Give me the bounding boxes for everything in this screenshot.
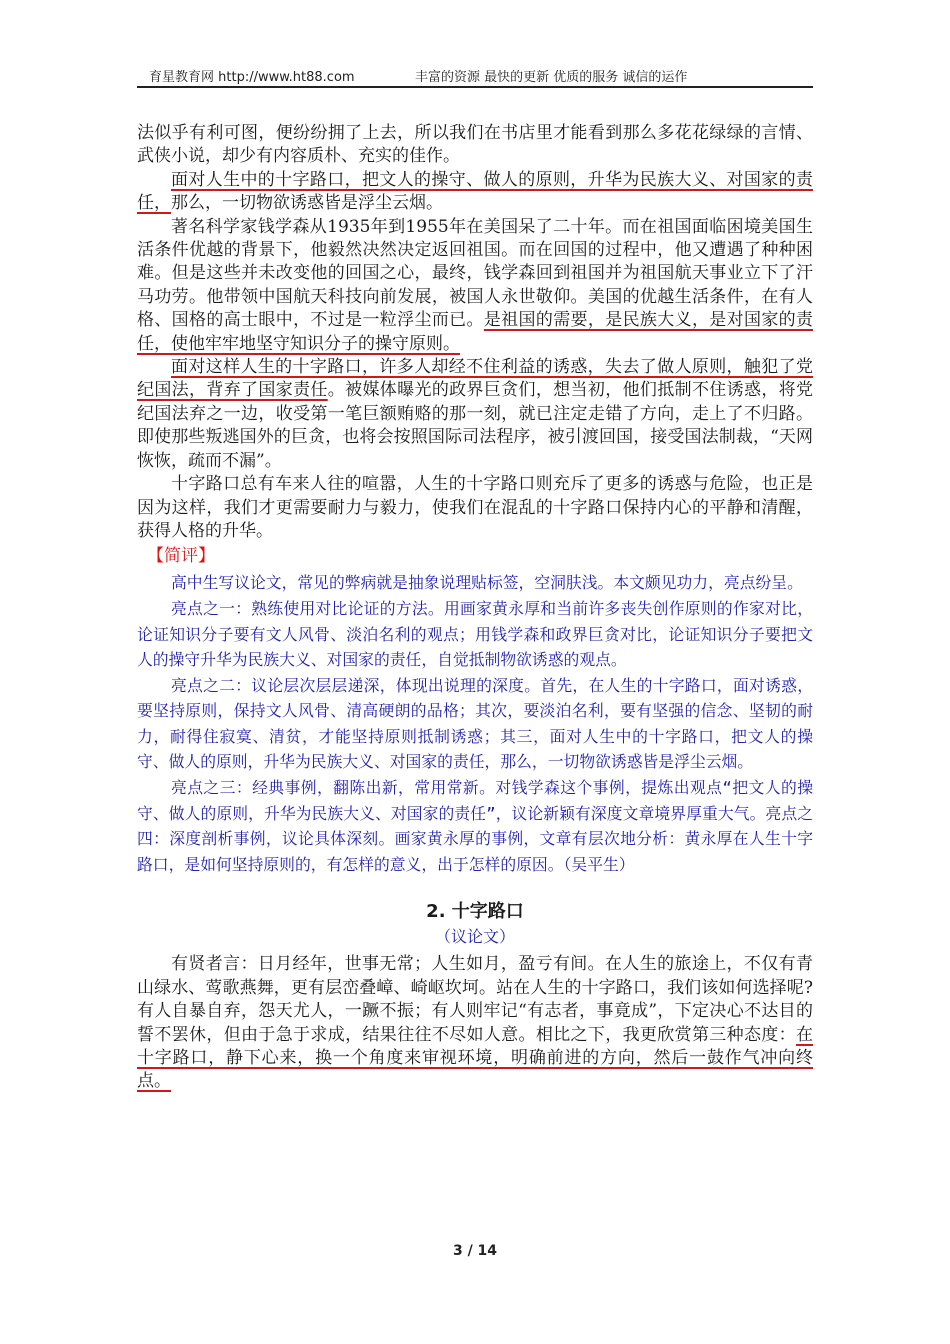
header-site: 育星教育网 http://www.ht88.com	[149, 70, 355, 85]
essay1-paragraph-2	[137, 169, 813, 216]
comment-heading: 【简评】	[147, 546, 215, 567]
essay1-paragraph-1: 法似乎有利可图，便纷纷拥了上去，所以我们在书店里才能看到那么多花花绿绿的言情、武侠小说，却少有内容质朴、充实的佳作。	[137, 123, 813, 167]
comment-paragraph-4: 亮点之三：经典事例，翻陈出新，常用常新。对钱学森这个事例，提炼出观点“把文人的操守、做人的原则，升华为民族大义、对国家的责任”，议论新颖有深度文章境界厚重大气。亮点之四：深度剖析事例，议论具体深刻。画家黄永厚的事例，文章有层次地分析：黄永厚在人生十字路口，是如何坚持原则的，有怎样的意义，出于怎样的原因。（吴平生）	[137, 778, 813, 874]
underlined-sentence: 面对这样人生的十字路口，许多人却经不住利益的诱惑，失去了做人原则，触犯了党纪国法，背弃了国家责任	[137, 357, 813, 401]
essay2-paragraph-1	[137, 953, 813, 1093]
section-subtitle: （议论文）	[434, 927, 515, 947]
paragraph-text: 那么，一切物欲诱惑皆是浮尘云烟。	[171, 193, 443, 214]
essay1-paragraph-3	[137, 216, 813, 356]
essay1-paragraph-4	[137, 356, 813, 473]
section-title: 2. 十字路口	[426, 901, 524, 923]
page-number: 3 / 14	[452, 1243, 498, 1259]
page-header	[137, 64, 813, 88]
comment-paragraph-3: 亮点之二：议论层次层层递深，体现出说理的深度。首先，在人生的十字路口，面对诱惑，要坚持原则，保持文人风骨、清高硬朗的品格；其次，要淡泊名利，要有坚强的信念、坚韧的耐力，耐得住寂寞、清贫，才能坚持原则抵制诱惑；其三，面对人生中的十字路口，把文人的操守、做人的原则，升华为民族大义、对国家的责任，那么，一切物欲诱惑皆是浮尘云烟。	[137, 675, 813, 772]
paragraph-text: 有贤者言：日月经年，世事无常；人生如月，盈亏有间。在人生的旅途上，不仅有青山绿水、莺歌燕舞，更有层峦叠嶂、崎岖坎坷。站在人生的十字路口，我们该如何选择呢?有人自暴自弃，怨天尤人，一蹶不振；有人则牢记“有志者，事竟成”，下定决心不达目的誓不罢休，但由于急于求成，结果往往不尽如人意。相比之下，我更欣赏第三种态度：	[137, 954, 813, 1045]
comment-paragraph-1: 高中生写议论文，常见的弊病就是抽象说理贴标签，空洞肤浅。本文颇见功力，亮点纷呈。	[171, 573, 803, 593]
paragraph-text: 著名科学家钱学森从1935年到1955年在美国呆了二十年。而在祖国面临困境美国生活条件优越的背景下，他毅然决然决定返回祖国。而在回国的过程中，他又遭遇了种种困难。但是这些并未改变他的回国之心，最终，钱学森回到祖国并为祖国航天事业立下了汗马功劳。他带领中国航天科技向前发展，被国人永世敬仰。美国的优越生活条件，在有人格、国格的高士眼中，不过是一粒浮尘而已。	[137, 216, 813, 331]
comment-paragraph-2: 亮点之一：熟练使用对比论证的方法。用画家黄永厚和当前许多丧失创作原则的作家对比，论证知识分子要有文人风骨、淡泊名利的观点；用钱学森和政界巨贪对比，论证知识分子要把文人的操守升华为民族大义、对国家的责任，自觉抵制物欲诱惑的观点。	[137, 598, 813, 670]
underlined-sentence: 面对人生中的十字路口，把文人的操守、做人的原则，升华为民族大义、对国家的责任，	[137, 169, 813, 214]
header-slogan: 丰富的资源 最快的更新 优质的服务 诚信的运作	[415, 70, 688, 85]
underlined-sentence: 是祖国的需要，是民族大义，是对国家的责任，使他牢牢地坚守知识分子的操守原则。	[137, 310, 814, 354]
page-content	[137, 122, 813, 1094]
paragraph-text: 。被媒体曝光的政界巨贪们，想当初，他们抵制不住诱惑，将党纪国法弃之一边，收受第一笔巨额贿赂的那一刻，就已注定走错了方向，走上了不归路。即使那些叛逃国外的巨贪，也将会按照国际司法程序，被引渡回国，接受国法制裁，“天网恢恢，疏而不漏”。	[137, 380, 814, 471]
underlined-sentence: 在十字路口，静下心来，换一个角度来审视环境，明确前进的方向，然后一鼓作气冲向终点。	[137, 1024, 813, 1092]
essay1-paragraph-5: 十字路口总有车来人往的喧嚣，人生的十字路口则充斥了更多的诱惑与危险，也正是因为这样，我们才更需要耐力与毅力，使我们在混乱的十字路口保持内心的平静和清醒，获得人格的升华。	[137, 474, 813, 541]
